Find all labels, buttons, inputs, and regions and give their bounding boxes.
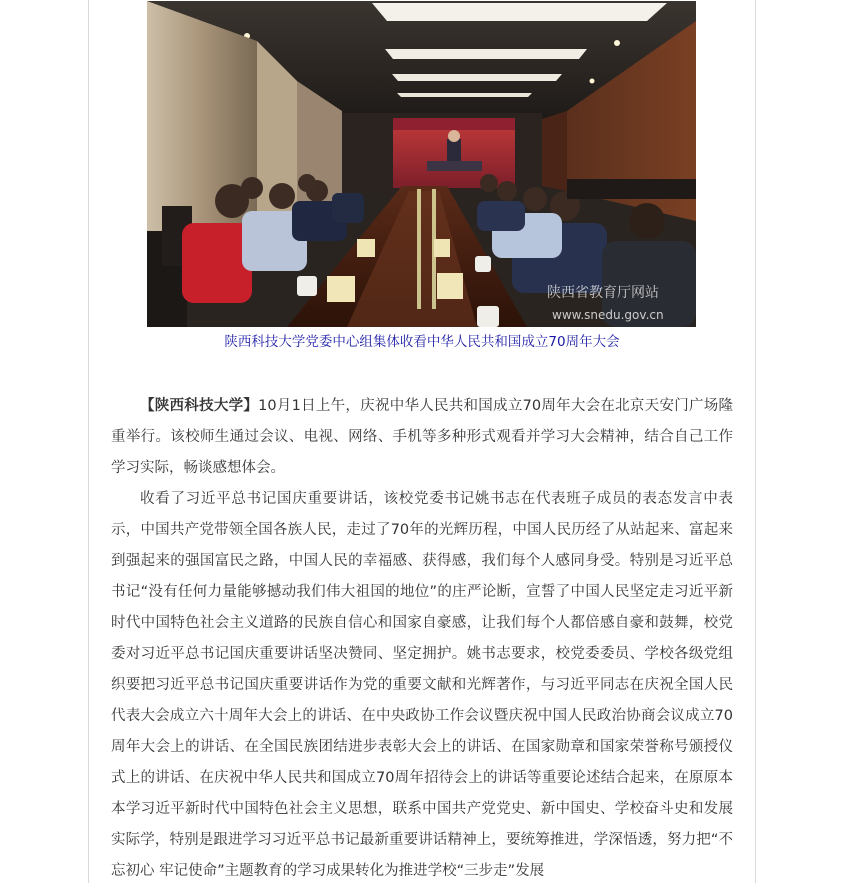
meeting-photo — [147, 1, 696, 327]
article-paragraph-1 — [111, 391, 733, 484]
article-paragraph-1-text: 10月1日上午，庆祝中华人民共和国成立70周年大会在北京天安门广场隆重举行。该校师生通过会议、电视、网络、手机等多种形式观看并学习大会精神，结合自己工作学习实际，畅谈感想体会。 — [111, 398, 734, 476]
article-body — [111, 391, 733, 887]
article-paragraph-2: 收看了习近平总书记国庆重要讲话，该校党委书记姚书志在代表班子成员的表态发言中表示，中国共产党带领全国各族人民，走过了70年的光辉历程，中国人民历经了从站起来、富起来到强起来的强国富民之路，中国人民的幸福感、获得感，我们每个人感同身受。特别是习近平总书记“没有任何力量能够撼动我们伟大祖国的地位”的庄严论断，宣誓了中国人民坚定走习近平新时代中国特色社会主义道路的民族自信心和国家自豪感，让我们每个人都倍感自豪和鼓舞，校党委对习近平总书记国庆重要讲话坚决赞同、坚定拥护。姚书志要求，校党委委员、学校各级党组织要把习近平总书记国庆重要讲话作为党的重要文献和光辉著作，与习近平同志在庆祝全国人民代表大会成立六十周年大会上的讲话、在中央政协工作会议暨庆祝中国人民政治协商会议成立70周年大会上的讲话、在全国民族团结进步表彰大会上的讲话、在国家勋章和国家荣誉称号颁授仪式上的讲话、在庆祝中华人民共和国成立70周年招待会上的讲话等重要论述结合起来，在原原本本学习近平新时代中国特色社会主义思想，联系中国共产党党史、新中国史、学校奋斗史和发展实际学，特别是跟进学习习近平总书记最新重要讲话精神上，要统筹推进，学深悟透，努力把“不忘初心 牢记使命”主题教育的学习成果转化为推进学校“三步走”发展 — [111, 491, 733, 879]
article-lead: 【陕西科技大学】 — [140, 398, 259, 414]
photo-caption: 陕西科技大学党委中心组集体收看中华人民共和国成立70周年大会 — [224, 334, 620, 350]
watermark-url: www.snedu.gov.cn — [552, 308, 664, 322]
watermark-title: 陕西省教育厅网站 — [547, 285, 659, 301]
